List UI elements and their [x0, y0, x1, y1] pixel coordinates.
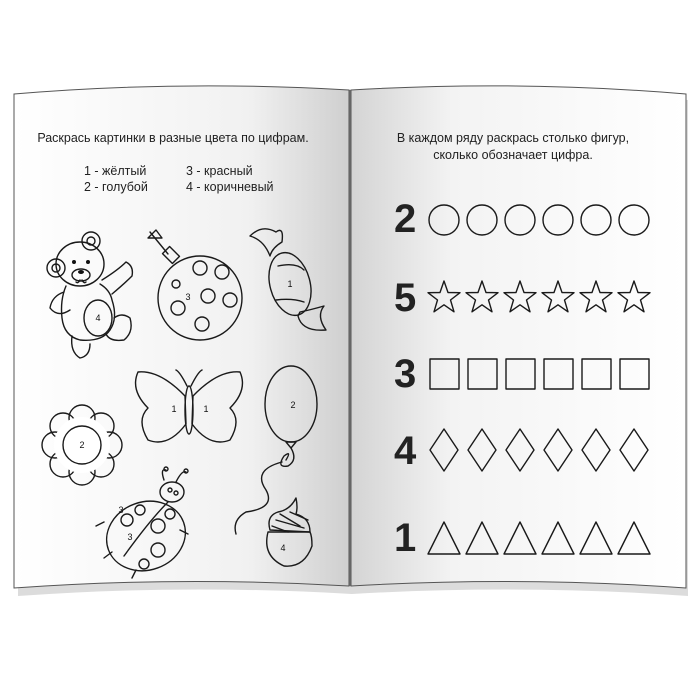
triangle-shape[interactable]: [618, 522, 650, 554]
ornament-number: 3: [185, 292, 191, 302]
circle-shape[interactable]: [581, 205, 611, 235]
ladybug-picture[interactable]: [96, 467, 195, 582]
diamond-shape[interactable]: [544, 429, 572, 471]
acorn-picture[interactable]: [267, 498, 312, 566]
triangle-shape[interactable]: [580, 522, 612, 554]
diamonds-row: [428, 429, 668, 469]
square-shape[interactable]: [582, 359, 611, 389]
triangle-shape[interactable]: [542, 522, 574, 554]
balloon-picture[interactable]: [235, 366, 317, 534]
legend-light-blue: 2 - голубой: [84, 180, 148, 194]
row-digit: 4: [394, 429, 417, 473]
row-digit: 5: [394, 276, 417, 320]
balloon-number: 2: [290, 400, 296, 410]
squares-row: [428, 354, 668, 394]
diamond-shape[interactable]: [506, 429, 534, 471]
legend-yellow: 1 - жёлтый: [84, 164, 147, 178]
left-instruction: Раскрась картинки в разные цвета по цифрам.: [37, 131, 309, 145]
triangle-shape[interactable]: [466, 522, 498, 554]
ladybug-number: 3: [118, 505, 124, 515]
diamond-shape[interactable]: [620, 429, 648, 471]
svg-text:3: 3: [127, 532, 133, 542]
triangle-shape[interactable]: [428, 522, 460, 554]
square-shape[interactable]: [544, 359, 573, 389]
square-shape[interactable]: [506, 359, 535, 389]
row-digit: 3: [394, 352, 417, 396]
circles-row: [428, 200, 668, 240]
teddy-bear-picture[interactable]: [47, 232, 132, 358]
coloring-pictures: [13, 94, 346, 584]
square-shape[interactable]: [620, 359, 649, 389]
ornament-picture[interactable]: [148, 230, 242, 340]
star-shape[interactable]: [504, 281, 536, 312]
teddy-bear-number: 4: [95, 313, 101, 323]
butterfly-number: 1: [171, 404, 177, 414]
square-shape[interactable]: [468, 359, 497, 389]
star-shape[interactable]: [580, 281, 612, 312]
star-shape[interactable]: [428, 281, 460, 312]
star-shape[interactable]: [542, 281, 574, 312]
row-digit: 2: [394, 197, 417, 241]
square-shape[interactable]: [430, 359, 459, 389]
legend-brown: 4 - коричневый: [186, 180, 274, 194]
butterfly-picture[interactable]: [136, 370, 243, 442]
left-page: [13, 94, 346, 584]
candy-number: 1: [287, 279, 293, 289]
circle-shape[interactable]: [505, 205, 535, 235]
star-shape[interactable]: [466, 281, 498, 312]
circle-shape[interactable]: [543, 205, 573, 235]
right-instruction-line1: В каждом ряду раскрась столько фигур,: [396, 131, 630, 145]
flower-picture[interactable]: [42, 405, 122, 485]
right-instruction-line2: сколько обозначает цифра.: [433, 148, 593, 162]
svg-text:1: 1: [203, 404, 209, 414]
circle-shape[interactable]: [467, 205, 497, 235]
legend-red: 3 - красный: [186, 164, 253, 178]
row-digit: 1: [394, 516, 417, 560]
right-page: [358, 94, 682, 584]
circle-shape[interactable]: [619, 205, 649, 235]
acorn-number: 4: [280, 543, 286, 553]
diamond-shape[interactable]: [468, 429, 496, 471]
diamond-shape[interactable]: [430, 429, 458, 471]
triangle-shape[interactable]: [504, 522, 536, 554]
flower-number: 2: [79, 440, 85, 450]
stars-row: [428, 278, 668, 318]
circle-shape[interactable]: [429, 205, 459, 235]
candy-picture[interactable]: [250, 229, 326, 330]
star-shape[interactable]: [618, 281, 650, 312]
triangles-row: [428, 518, 668, 558]
diamond-shape[interactable]: [582, 429, 610, 471]
